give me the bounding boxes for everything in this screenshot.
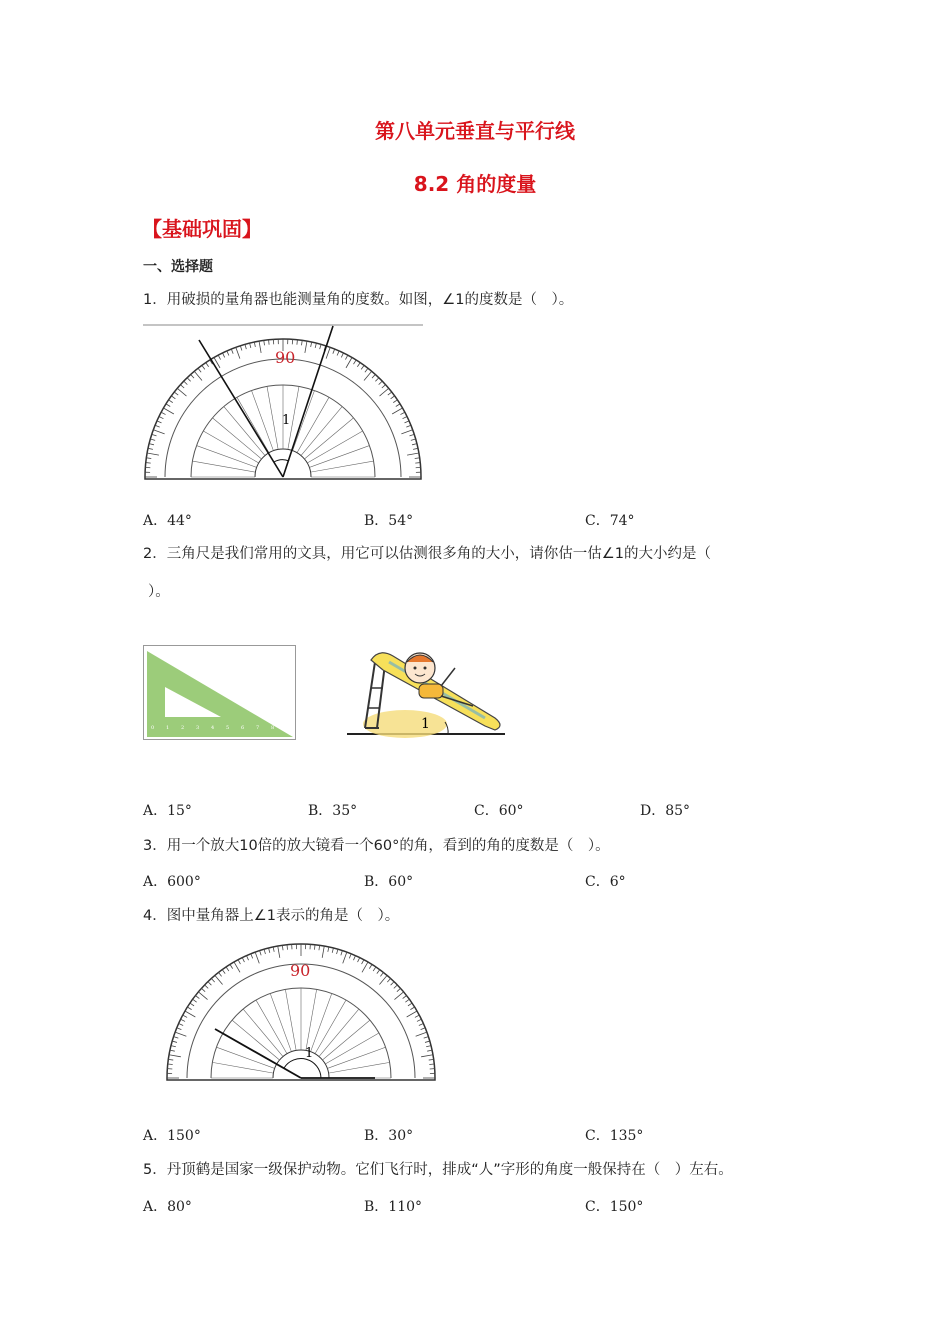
ruler-digit: 8: [271, 725, 275, 731]
q5-option-b[interactable]: B．110°: [364, 1199, 423, 1215]
section-title: 【基础巩固】: [142, 217, 262, 241]
slide-figure: [345, 642, 510, 742]
question-4-text: 4．图中量角器上∠1表示的角是（ ）。: [143, 908, 400, 924]
protractor-tick: [429, 1064, 434, 1065]
lesson-title: 8.2 角的度量: [413, 172, 537, 196]
ruler-digit: 3: [196, 725, 200, 731]
protractor-tick: [146, 463, 151, 464]
q4-option-a[interactable]: A．150°: [143, 1128, 201, 1144]
ruler-digit: 6: [241, 725, 245, 731]
section-subtitle: 一、选择题: [143, 259, 213, 275]
protractor-tick: [314, 945, 315, 950]
q1-option-c[interactable]: C．74°: [585, 513, 635, 529]
protractor-tick: [297, 340, 298, 345]
ruler-digit: 0: [151, 725, 155, 731]
question-5-text: 5．丹顶鹤是国家一级保护动物。它们飞行时，排成“人”字形的角度一般保持在（ ）左右。: [143, 1162, 733, 1178]
q4-option-c[interactable]: C．135°: [585, 1128, 644, 1144]
q3-option-c[interactable]: C．6°: [585, 874, 626, 890]
question-1-text: 1．用破损的量角器也能测量角的度数。如图，∠1的度数是（ ）。: [143, 292, 574, 308]
protractor-2-angle-1-label: 1: [305, 1046, 314, 1061]
ruler-digit: 5: [226, 725, 230, 731]
question-2-text-line1: 2．三角尺是我们常用的文具，用它可以估测很多角的大小，请你估一估∠1的大小约是（: [143, 546, 711, 562]
ruler-digit: 7: [256, 725, 260, 731]
q1-option-b[interactable]: B．54°: [364, 513, 414, 529]
q2-option-c[interactable]: C．60°: [474, 803, 524, 819]
q5-option-a[interactable]: A．80°: [143, 1199, 192, 1215]
protractor-figure-1: [143, 322, 425, 482]
q2-option-a[interactable]: A．15°: [143, 803, 192, 819]
protractor-2-90-label: 90: [290, 961, 311, 980]
angle-1-label: 1: [282, 413, 291, 428]
ruler-digit: 2: [181, 725, 185, 731]
q3-option-b[interactable]: B．60°: [364, 874, 414, 890]
ruler-digit: 1: [166, 725, 170, 731]
protractor-tick: [168, 1064, 173, 1065]
protractor-tick: [269, 340, 270, 345]
protractor-90-label: 90: [275, 348, 296, 367]
q4-option-b[interactable]: B．30°: [364, 1128, 414, 1144]
q2-option-d[interactable]: D．85°: [640, 803, 691, 819]
set-square-figure: [143, 645, 297, 741]
protractor-tick: [415, 463, 420, 464]
q2-option-b[interactable]: B．35°: [308, 803, 358, 819]
question-3-text: 3．用一个放大10倍的放大镜看一个60°的角，看到的角的度数是（ ）。: [143, 838, 610, 854]
ruler-digit: 4: [211, 725, 215, 731]
q3-option-a[interactable]: A．600°: [143, 874, 201, 890]
protractor-tick: [287, 945, 288, 950]
protractor-figure-2: [165, 940, 437, 1082]
unit-title: 第八单元垂直与平行线: [375, 119, 575, 143]
slide-angle-1-label: 1: [421, 716, 430, 732]
q5-option-c[interactable]: C．150°: [585, 1199, 644, 1215]
question-2-text-line2: ）。: [148, 584, 170, 600]
q1-option-a[interactable]: A．44°: [143, 513, 192, 529]
